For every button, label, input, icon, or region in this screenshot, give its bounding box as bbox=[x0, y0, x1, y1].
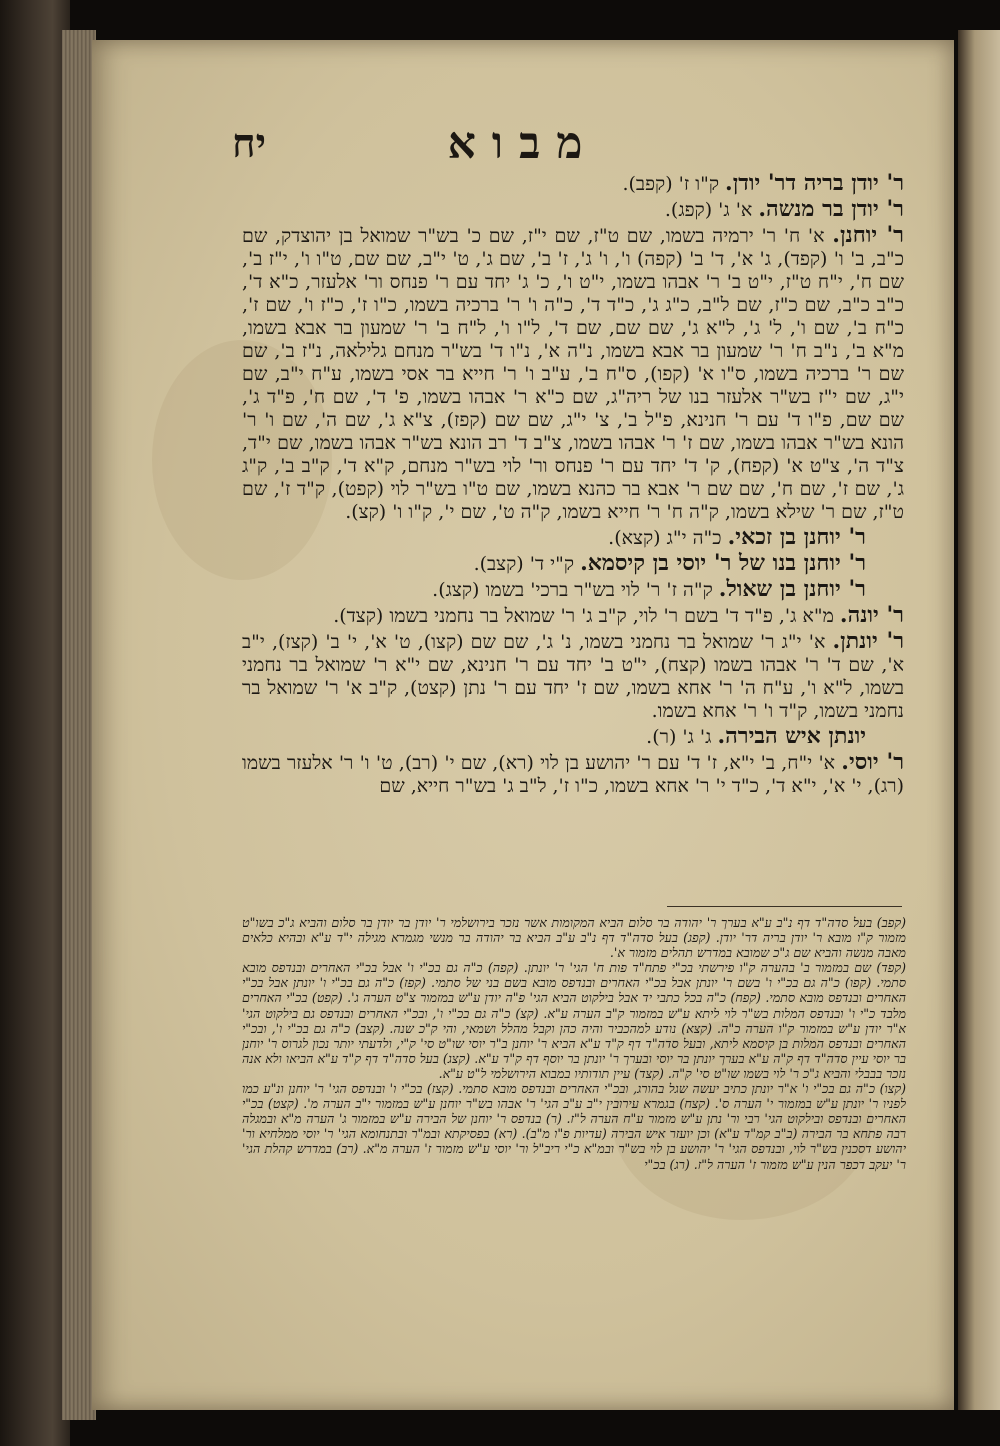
entry bbox=[242, 751, 904, 798]
entry-name: ר' יונתן. bbox=[832, 628, 904, 654]
entry-body: א' ח' ר' ירמיה בשמו, שם ט"ז, שם י"ז, שם כ' בש"ר שמואל בן יהוצדק, שם כ"ב, ב' ו' (קפד), ג' א', ד' ב' (קפה) ו', ו' ג', ז' ב', שם ג', ט' י"ב, שם שם, ט"ו ו', י"ז ב', שם ח', י"ח ט"ז, י"ט ב' ר' אבהו בשמו, י"ט ו', כ' ג' יחד עם ר' פנחס ור' אלעזר, כ"א ד', כ"ב כ"ב, שם כ"ז, שם ל"ב, כ"ג ג', כ"ד ד', כ"ה ו' ר' ברכיה בשמו, כ"ו ז', כ"ז ו', שם ז', כ"ח ב', שם ו', ל' ג', ל"א ג', שם שם, שם ד', ל"ו ו', ל"ח ב' ר' שמעון בר אבא בשמו, מ"א ב', נ"ב ח' ר' שמעון בר אבא בשמו, נ"ה א', נ"ו ד' בש"ר מנחם גלילאה, נ"ז ב', שם שם ר' ברכיה בשמו, ס"ו א' (קפו), ס"ח ב', ע"ב ו' ר' חייא בר אסי בשמו, ע"ח י"ב, שם י"ג, שם י"ז בש"ר אלעזר בנו של ריה"ג, שם כ"א ר' אבהו בשמו, פ' ד', שם ח', פ"ד ג', שם שם, פ"ו ד' עם ר' חנינא, פ"ל ב', צ' י"ג, שם שם (קפז), צ"א ג', שם ה', שם ו' ר' הונא בש"ר אבהו בשמו, שם ז' ר' אבהו בשמו, צ"ב ד' רב הונא בש"ר אבהו בשמו, שם י"ד, צ"ד ה', צ"ט א' (קפח), ק' ד' יחד עם ר' פנחס ור' לוי בש"ר מנחם, ק"א ד', ק"ב ב', ק"ג ג', שם ז', שם ח', שם שם ר' אבא בר כהנא בשמו, שם ט"ו בש"ר לוי (קפט), ק"ד ז', שם ט"ז, שם ר' שילא בשמו, ק"ה ח' ר' חייא בשמו, ק"ה ט', שם י', ק"ו ו' (קצ). bbox=[242, 225, 904, 523]
entry-name: ר' יודן בר מנשה. bbox=[758, 196, 904, 222]
entry-name: ר' יוחנן בן שאול. bbox=[718, 576, 866, 602]
entry bbox=[242, 578, 904, 602]
entry-body: ג' ג' (ר). bbox=[646, 726, 712, 748]
book-spine bbox=[0, 0, 70, 1446]
entry bbox=[242, 198, 904, 222]
entry bbox=[242, 172, 904, 196]
entry-body: א' י"ח, ב' י"א, ז' ד' עם ר' יהושע בן לוי (רא), שם י' (רב), ט' ו' ר' אלעזר בשמו (רג), י' א', י"א ד', כ"ד י' ר' אחא בשמו, כ"ו ז', ל"ב ג' בש"ר חייא, שם bbox=[242, 752, 904, 797]
footnote-paragraph: (קפב) בעל סדה"ד דף נ"ב ע"א בערך ר' יהודה בר סלום הביא המקומות אשר נזכר בירושלמי ר' יודן בר יודן בר סלום והביא ג"כ בשו"ט מזמור ק"ו מובא ר' יודן בריה דר' יודן. (קפג) בעל סדה"ד דף נ"ב ע"ב הביא בר יהודה בר מנשי מגמרא מגילה י"ד ע"א ובהיא כלאים מאבה מנשה והביא שם ג"כ שמובא במדרש תהלים מזמור א'. bbox=[242, 915, 906, 961]
entry-name: ר' יוסי. bbox=[841, 749, 905, 775]
footnote-paragraph: (קצו) כ"ה גם בכ"י ו' א"ר יונתן כתיב יעשה שגל בהורג, ובכ"י האחרים ובנדפס מובא סתמי. (קצז) בכ"י ו' ובנדפס הגי' ר' יוחנן ונ"ע כמו לפניו ר' יונתן ע"ש במזמור י' הערה ס'. (קצח) בגמרא עירובין י"ב ע"ב הגי' ר' אבהו בש"ר יוחנן ע"ש במזמור י"ב הערה מ'. (קצט) בכ"י האחרים ובנדפס ובילקוט הגי' רבי ור' נתן ע"ש מזמור ע"ח הערה ל"ז. (ר) בנדפס ר' יוחנן של הבירה ע"ש במזמור ג' הערה מ"א ובמגלה רבה פתחא בר הבירה (ב"ב קמ"ד ע"א) וכן יועזר איש הבירה (עדיות פ"ו מ"ב). (רא) בפסיקתא ובמ"ר ובתנחומא הגי' ר' יוסי ממלחיא ור' יהושע דסכנין בש"ר לוי, ובנדפס הגי' ר' יהושע בן לוי בש"ר ובמ"א כ"י ריב"ל ור' יוסי ע"ש מזמור ז' הערה מ"א. (רב) במדרש קהלת הגי' ר' יעקב דכפר הנין ע"ש מזמור ז' הערה ל"ז. (רג) בכ"י bbox=[242, 1081, 906, 1172]
main-text bbox=[242, 172, 904, 800]
running-title: מבוא bbox=[447, 118, 599, 169]
entry-name: ר' יודן בריה דר' יודן. bbox=[725, 170, 904, 196]
facing-page-edge bbox=[958, 30, 1000, 1410]
entry-name: יונתן איש הבירה. bbox=[717, 723, 866, 749]
page-number: יח bbox=[232, 120, 267, 167]
entry-name: ר' יוחנן בן זכאי. bbox=[727, 524, 866, 550]
entry-name: ר' יוחנן בנו של ר' יוסי בן קיסמא. bbox=[580, 550, 866, 576]
entry bbox=[242, 725, 904, 749]
entry bbox=[242, 224, 904, 524]
entry-body: א' ג' (קפג). bbox=[664, 199, 753, 221]
footnotes bbox=[242, 915, 906, 1172]
entry-body: ק"ו ז' (קפב). bbox=[622, 173, 719, 195]
page-edges bbox=[62, 30, 96, 1420]
entry-name: ר' יוחנן. bbox=[832, 222, 904, 248]
entry bbox=[242, 526, 904, 550]
entry-body: א' י"ג ר' שמואל בר נחמני בשמו, נ' ג', שם שם (קצו), ט' א', י' ב' (קצז), י"ב א', שם ד' ר' אבהו בשמו (קצח), י"ט ב' יחד עם ר' חנינא, שם י"א ר' שמואל בר נחמני בשמו, ל"א ו', ע"ח ה' ר' אחא בשמו, שם ז' יחד עם ר' נתן (קצט), ק"ב א' ר' שמואל בר נחמני בשמו, ק"ד ו' ר' אחא בשמו. bbox=[242, 631, 904, 722]
entry-body: ק"י ד' (קצב). bbox=[473, 553, 575, 575]
entry-name: ר' יונה. bbox=[839, 602, 904, 628]
entry bbox=[242, 630, 904, 723]
footnote-rule bbox=[667, 906, 902, 907]
book-page bbox=[92, 40, 954, 1410]
page-header bbox=[132, 118, 914, 178]
entry-body: ק"ה ז' ר' לוי בש"ר ברכי' בשמו (קצג). bbox=[432, 579, 713, 601]
entry-body: מ"א ג', פ"ד ד' בשם ר' לוי, ק"ב ג' ר' שמואל בר נחמני בשמו (קצד). bbox=[333, 605, 834, 627]
entry bbox=[242, 552, 904, 576]
entry bbox=[242, 604, 904, 628]
footnote-paragraph: (קפד) שם במזמור ב' בהערה ק"ו פירשתי בכ"י פתח"ד פות ח' הגי' ר' יונתן. (קפה) כ"ה גם בכ"י ו' אבל בכ"י האחרים ובנדפס מובא סתמי. (קפו) כ"ה גם בכ"י ו' בשם ר' יונתן אבל בכ"י האחרים ובנדפס מובא בשם בני של סתמי. (קפז) כ"ה גם בכ"י ו' יונתן אבל בכ"י האחרים ובנדפס מובא סתמי. (קפח) כ"ה בכל כתבי יד אבל בילקוט הביא הגי' פ"ה יודן ע"ש במזמור צ"ט הערה ג'. (קפט) בכ"י האחרים מלבד כ"י ו' ובנדפס המלות בש"ר לוי ליתא ע"ש במזמור ק"ב הערה ע"א. (קצ) כ"ה גם בכ"י ו', ובכ"י האחרים ובנדפס גם בילקוט הגי' א"ר יודן ע"ש במזמור ק"ו הערה כ"ה. (קצא) נודע למהכביר והיה כהן וקבל מהלל ושמאי, והי ק"כ שנה. (קצב) כ"ה גם בכ"י ו', ובכ"י האחרים ובנדפס המלות בן קיסמא ליתא, ובעל סדה"ד דף ק"ד ע"א הביא ר' יוחנן ב"ר יוסי שו"ט סי' ק"י, ולדעתי יותר נכון לגרוס ר' יוחנן בר יוסי עיין סדה"ד דף ק"ה ע"א בערך יונתן בר יוסי ובערך ר' יונתן בר יוסף דף ק"ד ע"א. (קצג) בעל סדה"ד דף ק"ד ע"א הביאו ולא אנה נזכר בבבלי והביא ג"כ ר' לוי בשמו שו"ט סי' ק"ה. (קצד) עיין תודותיו במבוא הירושלמי ל"ט ע"א. bbox=[242, 960, 906, 1081]
entry-body: כ"ה י"ג (קצא). bbox=[608, 527, 722, 549]
